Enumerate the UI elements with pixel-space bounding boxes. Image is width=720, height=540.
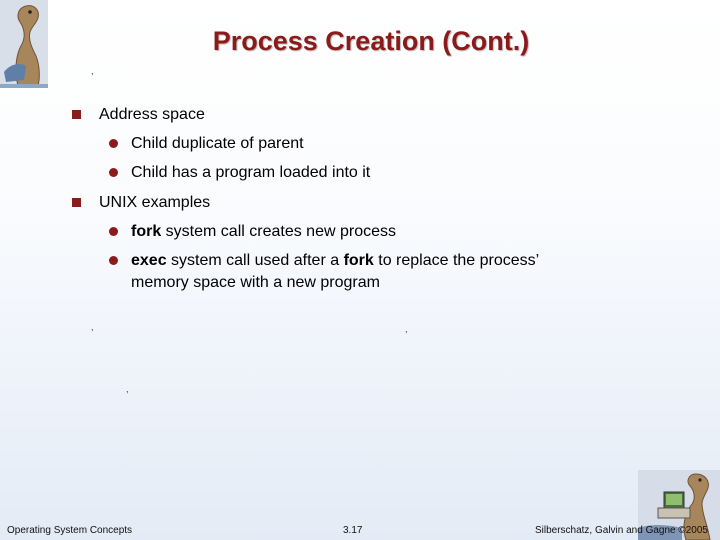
round-bullet-icon (109, 168, 118, 177)
square-bullet-icon (72, 198, 81, 207)
slide-title: Process Creation (Cont.) (212, 26, 530, 56)
round-bullet-icon (109, 256, 118, 265)
keyword-exec: exec (131, 252, 167, 269)
bullet-level2-child-program (72, 162, 692, 184)
bullet-text: system call used after a (166, 252, 344, 269)
round-bullet-icon (109, 227, 118, 236)
footer-book-title: Operating System Concepts (7, 525, 133, 536)
bullet-text: system call creates new process (161, 223, 396, 240)
bullet-level2-exec (72, 250, 692, 294)
speck-mark: , (91, 66, 94, 76)
round-bullet-icon (109, 139, 118, 148)
bullet-text: Child has a program loaded into it (131, 164, 371, 181)
bullet-text-continuation: memory space with a new program (131, 274, 380, 291)
keyword-fork: fork (131, 223, 162, 240)
footer-copyright: Silberschatz, Galvin and Gagne ©2005 (534, 525, 708, 536)
bullet-text: UNIX examples (99, 194, 211, 211)
speck-mark: , (91, 322, 94, 332)
bullet-text: Child duplicate of parent (131, 135, 304, 152)
bullet-level2-child-duplicate (72, 133, 692, 155)
bullet-level1-unix-examples (72, 192, 692, 214)
square-bullet-icon (72, 110, 81, 119)
speck-mark: , (126, 384, 129, 394)
slide-content (72, 104, 692, 294)
footer-slide-number: 3.17 (343, 525, 363, 536)
bullet-level1-address-space (72, 104, 692, 126)
keyword-fork: fork (343, 252, 374, 269)
bullet-text: Address space (99, 106, 205, 123)
speck-mark: , (405, 324, 408, 334)
bullet-text: to replace the process’ (373, 252, 540, 269)
bullet-level2-fork (72, 221, 692, 243)
